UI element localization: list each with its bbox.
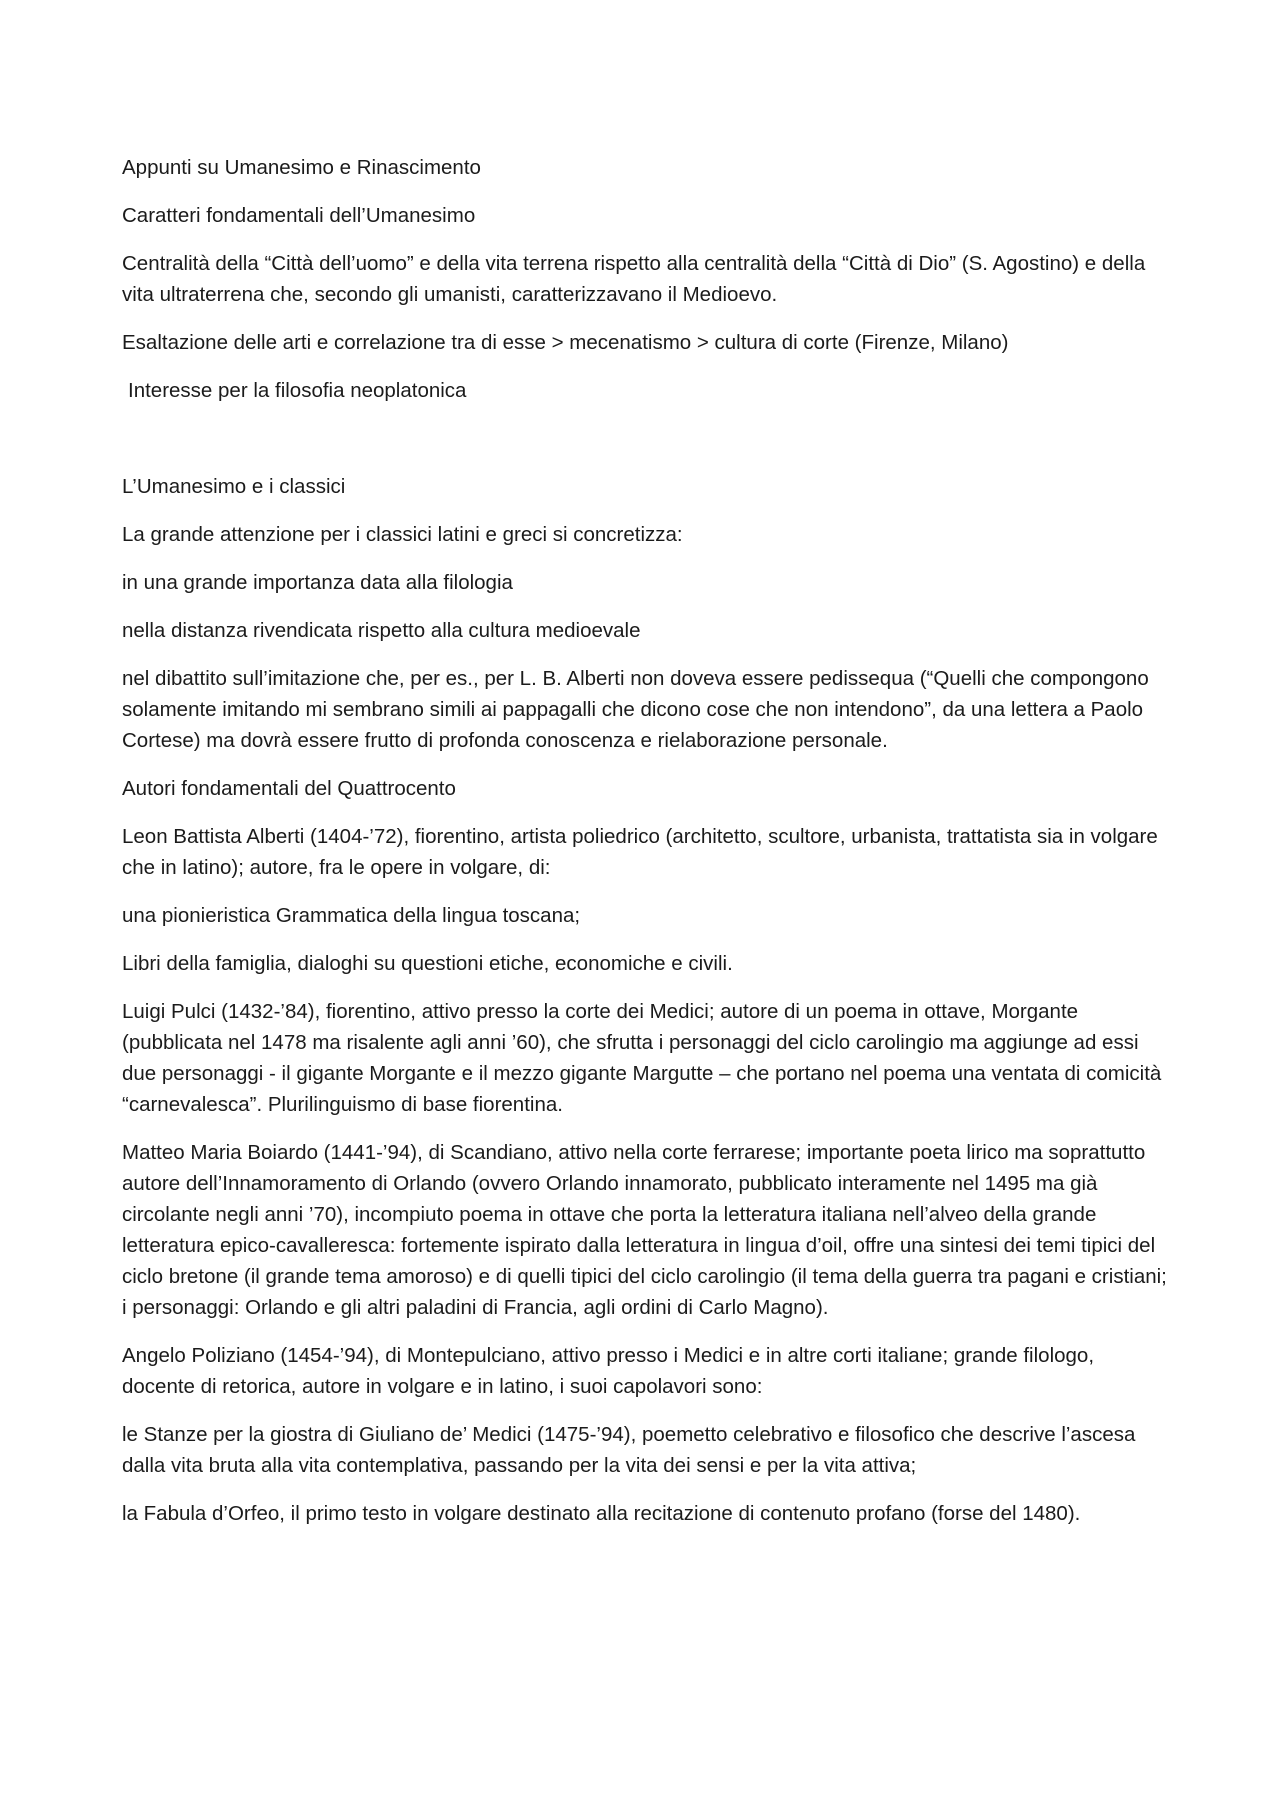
section-heading-caratteri: Caratteri fondamentali dell’Umanesimo	[122, 204, 476, 227]
section-heading-classici: L’Umanesimo e i classici	[122, 475, 346, 498]
paragraph-neoplatonica: Interesse per la filosofia neoplatonica	[128, 379, 467, 402]
paragraph-classici-intro: La grande attenzione per i classici latini e greci si concretizza:	[122, 523, 683, 546]
list-item-imitazione: nel dibattito sull’imitazione che, per es., per L. B. Alberti non doveva essere pedissequa (“Quelli che compongono solamente imitando mi sembrano simili ai pappagalli che dicono cose che non intendono”, da una lettera a Paolo Cortese) ma dovrà essere frutto di profonda conoscenza e rielaborazione personale.	[122, 667, 1149, 752]
paragraph-boiardo: Matteo Maria Boiardo (1441-’94), di Scandiano, attivo nella corte ferrarese; importante poeta lirico ma soprattutto autore dell’Innamoramento di Orlando (ovvero Orlando innamorato, pubblicato interamente nel 1495 ma già circolante negli anni ’70), incompiuto poema in ottave che porta la letteratura italiana nell’alveo della grande letteratura epico-cavalleresca: fortemente ispirato dalla letteratura in lingua d’oil, offre una sintesi dei temi tipici del ciclo bretone (il grande tema amoroso) e di quelli tipici del ciclo carolingio (il tema della guerra tra pagani e cristiani; i personaggi: Orlando e gli altri paladini di Francia, agli ordini di Carlo Magno).	[122, 1141, 1167, 1319]
list-item-stanze: le Stanze per la giostra di Giuliano de’ Medici (1475-’94), poemetto celebrativo e filosofico che descrive l’ascesa dalla vita bruta alla vita contemplativa, passando per la vita dei sensi e per la vita attiva;	[122, 1423, 1136, 1477]
paragraph-esaltazione: Esaltazione delle arti e correlazione tra di esse > mecenatismo > cultura di corte (Firenze, Milano)	[122, 331, 1009, 354]
paragraph-poliziano: Angelo Poliziano (1454-’94), di Montepulciano, attivo presso i Medici e in altre corti italiane; grande filologo, docente di retorica, autore in volgare e in latino, i suoi capolavori sono:	[122, 1344, 1095, 1398]
paragraph-centralita: Centralità della “Città dell’uomo” e della vita terrena rispetto alla centralità della “Città di Dio” (S. Agostino) e della vita ultraterrena che, secondo gli umanisti, caratterizzavano il Medioevo.	[122, 252, 1146, 306]
list-item-fabula-orfeo: la Fabula d’Orfeo, il primo testo in volgare destinato alla recitazione di contenuto profano (forse del 1480).	[122, 1502, 1081, 1525]
list-item-distanza: nella distanza rivendicata rispetto alla cultura medioevale	[122, 619, 641, 642]
list-item-libri-famiglia: Libri della famiglia, dialoghi su questioni etiche, economiche e civili.	[122, 952, 733, 975]
document-title: Appunti su Umanesimo e Rinascimento	[122, 156, 481, 179]
blank-line	[122, 423, 1167, 471]
paragraph-pulci: Luigi Pulci (1432-’84), fiorentino, attivo presso la corte dei Medici; autore di un poema in ottave, Morgante (pubblicata nel 1478 ma risalente agli anni ’60), che sfrutta i personaggi del ciclo carolingio ma aggiunge ad essi due personaggi - il gigante Morgante e il mezzo gigante Margutte – che portano nel poema una ventata di comicità “carnevalesca”. Plurilinguismo di base fiorentina.	[122, 1000, 1162, 1116]
document-body	[122, 152, 1167, 1546]
paragraph-alberti: Leon Battista Alberti (1404-’72), fiorentino, artista poliedrico (architetto, scultore, urbanista, trattatista sia in volgare che in latino); autore, fra le opere in volgare, di:	[122, 825, 1158, 879]
list-item-filologia: in una grande importanza data alla filologia	[122, 571, 513, 594]
section-heading-autori: Autori fondamentali del Quattrocento	[122, 777, 456, 800]
list-item-grammatica: una pionieristica Grammatica della lingua toscana;	[122, 904, 581, 927]
